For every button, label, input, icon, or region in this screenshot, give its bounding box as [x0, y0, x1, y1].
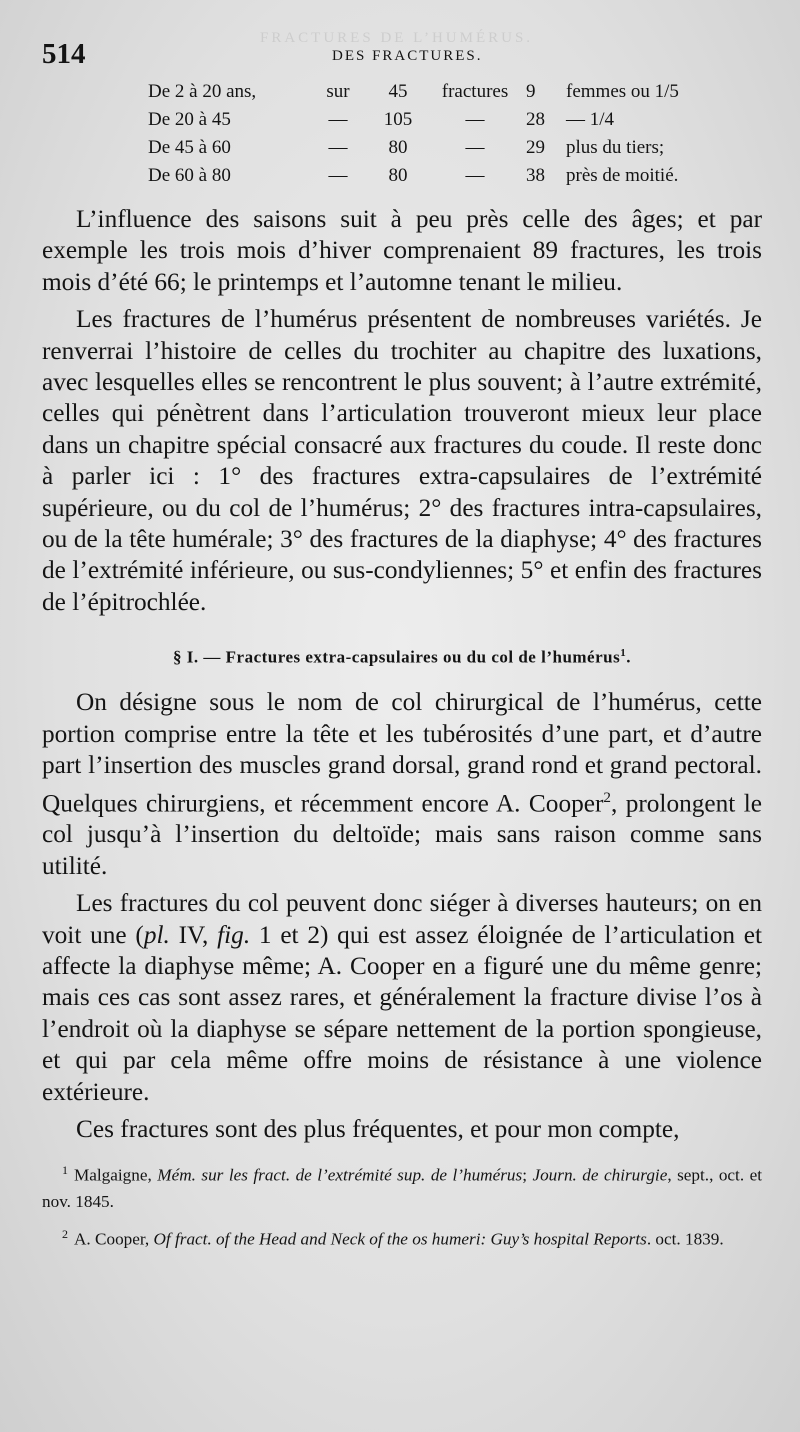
- section-heading-end: .: [626, 647, 631, 667]
- plate-abbrev: pl.: [143, 920, 170, 949]
- table-cell-f: 28: [526, 109, 545, 130]
- paragraph-surgical-neck-end: , prolongent le col jusqu’à l’insertion du deltoïde; mais sans raison comme sans utilité.: [42, 788, 762, 880]
- section-heading-text: § I. — Fractures extra-capsulaires ou du col de l’humérus: [173, 647, 621, 667]
- table-cell-range: De 2 à 20 ans,: [148, 81, 257, 102]
- table-cell-frac: —: [465, 165, 485, 186]
- page-header: [42, 38, 762, 78]
- footnote-1-date: , sept., oct. et nov. 1845.: [42, 1166, 762, 1212]
- table-cell-sur: sur: [326, 81, 350, 102]
- footnote-1-title: Mém. sur les fract. de l’extrémité sup. de l’humérus: [157, 1166, 523, 1186]
- table-cell-n: 45: [388, 81, 408, 102]
- paragraph-neck-heights-c: 1 et 2) qui est assez éloignée de l’articulation et affecte la diaphyse même; A. Cooper en a figuré une du même genre; mais ces cas sont assez rares, et généralement la fracture divise l’os à l’endroit où la diaphyse se sépare nettement de la portion spongieuse, et qui par cela même offre moins de résistance à une violence extérieure.: [42, 920, 763, 1106]
- table-cell-frac: fractures: [441, 81, 509, 102]
- footnote-ref-1: 1: [620, 647, 627, 660]
- paragraph-varieties: Les fractures de l’humérus présentent de nombreuses variétés. Je renverrai l’histoire de celles du trochiter au chapitre des luxations, avec lesquelles elles se rencontrent le plus souvent; à l’autre extrémité, celles qui pénètrent dans l’articulation trouveront mieux leur place dans un chapitre spécial consacré aux fractures du coude. Il reste donc à parler ici : 1° des fractures extra-capsulaires de l’extrémité supérieure, ou du col de l’humérus; 2° des fractures intra-capsulaires, ou de la tête humérale; 3° des fractures de la diaphyse; 4° des fractures de l’extrémité inférieure, ou sus-condyliennes; 5° et enfin des fractures de l’épitrochlée.: [42, 305, 762, 616]
- table-cell-n: 80: [388, 137, 408, 158]
- table-cell-range: De 45 à 60: [148, 137, 231, 158]
- footnote-1: [42, 1157, 762, 1215]
- table-cell-range: De 20 à 45: [148, 109, 231, 130]
- paragraph-seasons: L’influence des saisons suit à peu près celle des âges; et par exemple les trois mois d’hiver comprenaient 89 fractures, les trois mois d’été 66; le printemps et l’automne tenant le milieu.: [42, 205, 762, 296]
- table-row: [148, 78, 679, 106]
- table-cell-n: 80: [388, 165, 408, 186]
- table-cell-frac: —: [465, 109, 485, 130]
- table-cell-f: 29: [526, 137, 545, 158]
- paragraph-surgical-neck-text: On désigne sous le nom de col chirurgical de l’humérus, cette portion comprise entre la tête et les tubérosités d’une part, et d’autre part l’insertion des muscles grand dorsal, grand rond et grand pectoral. Quelques chirurgiens, et récemment encore A. Cooper: [42, 688, 762, 817]
- table-cell-note: — 1/4: [566, 109, 615, 130]
- footnote-2: [42, 1221, 762, 1253]
- footnote-1-mark: 1: [62, 1163, 68, 1178]
- table-row: [148, 162, 679, 190]
- footnote-1-sep: ;: [522, 1166, 533, 1186]
- table-cell-sur: —: [328, 165, 348, 186]
- table-cell-note: plus du tiers;: [566, 137, 665, 158]
- footnote-2-author: A. Cooper,: [74, 1229, 154, 1249]
- paragraph-frequency: Ces fractures sont des plus fréquentes, et pour mon compte,: [76, 1115, 680, 1144]
- table-cell-note: femmes ou 1/5: [566, 81, 679, 102]
- table-cell-sur: —: [328, 137, 348, 158]
- table-cell-n: 105: [383, 109, 413, 130]
- paragraph-neck-heights-b: IV,: [169, 920, 218, 949]
- footnote-2-title: Of fract. of the Head and Neck of the os humeri: Guy’s hospital Reports: [153, 1229, 647, 1249]
- footnotes: [42, 1157, 762, 1252]
- footnote-2-date: . oct. 1839.: [646, 1229, 724, 1249]
- table-cell-note: près de moitié.: [566, 165, 679, 186]
- running-head: DES FRACTURES.: [332, 48, 483, 64]
- page-number: 514: [42, 38, 86, 70]
- table-cell-frac: —: [465, 137, 485, 158]
- age-statistics-table: [148, 78, 679, 190]
- table-cell-range: De 60 à 80: [148, 165, 231, 186]
- table-cell-f: 38: [526, 165, 545, 186]
- paragraph-neck-heights: [42, 888, 762, 1108]
- footnote-2-mark: 2: [62, 1227, 68, 1242]
- paragraph-surgical-neck: [42, 687, 762, 882]
- table-row: [148, 134, 679, 162]
- footnote-1-author: Malgaigne,: [74, 1166, 158, 1186]
- table-cell-sur: —: [328, 109, 348, 130]
- paragraph-neck-heights-a: Les fractures du col peuvent donc siéger à diverses hauteurs; on en voit une (: [42, 889, 762, 949]
- figure-abbrev: fig.: [217, 920, 251, 949]
- main-text: [42, 204, 762, 1145]
- footnote-1-journal: Journ. de chirurgie: [532, 1166, 668, 1186]
- table-row: [148, 106, 679, 134]
- bleed-through-text: FRACTURES DE L’HUMÉRUS.: [260, 30, 534, 46]
- table-cell-f: 9: [526, 81, 536, 102]
- section-heading: [42, 638, 762, 673]
- footnote-ref-2: 2: [603, 788, 611, 806]
